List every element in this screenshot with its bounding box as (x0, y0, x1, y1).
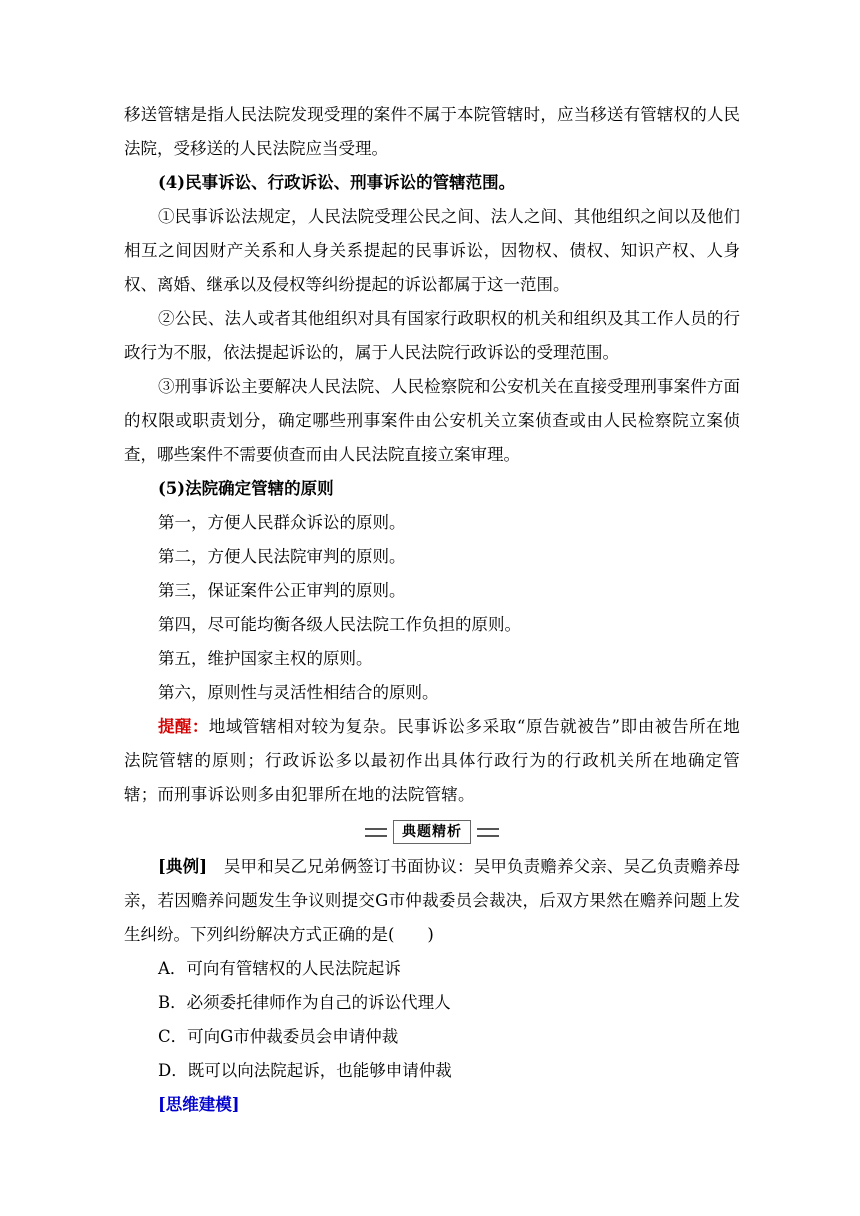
document-page (124, 98, 740, 1122)
section-banner (124, 816, 740, 848)
principle-item-2: 第二，方便人民法院审判的原则。 (158, 547, 406, 566)
example-label: [典例] (158, 857, 208, 876)
heading-jurisdiction-principles: (5)法院确定管辖的原则 (158, 479, 334, 498)
tip-text: 地域管辖相对较为复杂。民事诉讼多采取“原告就被告”即由被告所在地法院管辖的原则；行政诉讼多以最初作出具体行政行为的行政机关所在地确定管辖；而刑事诉讼则多由犯罪所在地的法院管辖。 (124, 717, 741, 804)
paragraph-transfer-jurisdiction: 移送管辖是指人民法院发现受理的案件不属于本院管辖时，应当移送有管辖权的人民法院，受移送的人民法院应当受理。 (124, 105, 740, 158)
thinking-model-label: [思维建模] (158, 1095, 240, 1114)
paragraph-criminal-litigation: ③刑事诉讼主要解决人民法院、人民检察院和公安机关在直接受理刑事案件方面的权限或职责划分，确定哪些刑事案件由公安机关立案侦查或由人民检察院立案侦查，哪些案件不需要侦查而由人民法院直接立案审理。 (124, 377, 740, 464)
banner-left-ornament (365, 828, 387, 837)
option-d: D．既可以向法院起诉，也能够申请仲裁 (158, 1061, 452, 1080)
banner-title: 典题精析 (393, 820, 471, 844)
example-paragraph (124, 850, 740, 952)
paragraph-administrative-litigation: ②公民、法人或者其他组织对具有国家行政职权的机关和组织及其工作人员的行政行为不服，依法提起诉讼的，属于人民法院行政诉讼的受理范围。 (124, 309, 740, 362)
principle-item-3: 第三，保证案件公正审判的原则。 (158, 581, 406, 600)
principle-item-6: 第六，原则性与灵活性相结合的原则。 (158, 683, 439, 702)
option-a: A．可向有管辖权的人民法院起诉 (158, 959, 401, 978)
principle-item-4: 第四，尽可能均衡各级人民法院工作负担的原则。 (158, 615, 521, 634)
example-question: 吴甲和吴乙兄弟俩签订书面协议：吴甲负责赡养父亲、吴乙负责赡养母亲，若因赡养问题发生争议则提交G市仲裁委员会裁决，后双方果然在赡养问题上发生纠纷。下列纠纷解决方式正确的是( ) (124, 857, 740, 944)
heading-jurisdiction-scope: (4)民事诉讼、行政诉讼、刑事诉讼的管辖范围。 (158, 173, 516, 192)
tip-paragraph (124, 710, 740, 812)
option-b: B．必须委托律师作为自己的诉讼代理人 (158, 993, 451, 1012)
banner-box (359, 821, 505, 843)
principle-item-5: 第五，维护国家主权的原则。 (158, 649, 373, 668)
paragraph-civil-litigation: ①民事诉讼法规定，人民法院受理公民之间、法人之间、其他组织之间以及他们相互之间因财产关系和人身关系提起的民事诉讼，因物权、债权、知识产权、人身权、离婚、继承以及侵权等纠纷提起的诉讼都属于这一范围。 (124, 207, 740, 294)
banner-right-ornament (477, 828, 499, 837)
tip-label: 提醒： (158, 717, 209, 736)
option-c: C．可向G市仲裁委员会申请仲裁 (158, 1027, 399, 1046)
principle-item-1: 第一，方便人民群众诉讼的原则。 (158, 513, 406, 532)
